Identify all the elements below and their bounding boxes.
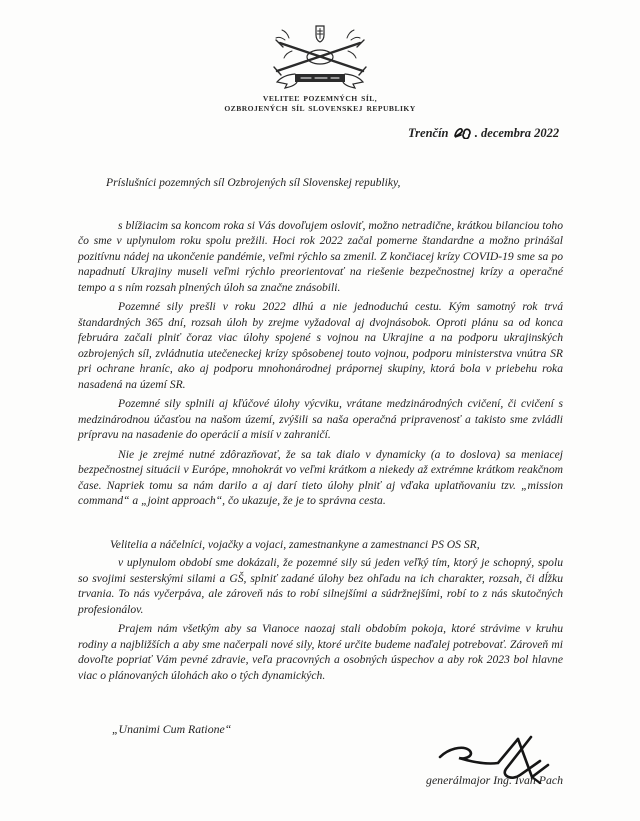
dateline (408, 125, 559, 141)
paragraph-3: Pozemné sily splnili aj kľúčové úlohy výcviku, vrátane medzinárodných cvičení, či cvičení s medzinárodnou účasťou na našom území, zvýšili sa naša operačná pripravenosť a takisto sme zvládli prípravu na nasadenie do operácií a misií v zahraničí. (78, 397, 563, 441)
handwritten-day-icon (453, 125, 471, 139)
paragraph-5: v uplynulom období sme dokázali, že pozemné sily sú jeden veľký tím, ktorý je schopný, spolu so svojimi sesterskými silami a GŠ, splniť zadané úlohy bez ohľadu na ich charakter, rozsah, či dĺžku trvania. To nás vyčerpáva, ale zároveň nás to robí silnejšími a súdržnejšími, robí to z nás skutočných profesionálov. (78, 556, 563, 616)
letterhead-line-2: OZBROJENÝCH SÍL SLOVENSKEJ REPUBLIKY (224, 103, 416, 113)
signatory-name: generálmajor Ing. Ivan Pach (426, 773, 563, 787)
salutation-primary: Príslušníci pozemných síl Ozbrojených síl Slovenskej republiky, (106, 176, 401, 189)
motto: „Unanimi Cum Ratione“ (112, 722, 232, 736)
date-city: Trenčín (408, 126, 449, 140)
letterhead (0, 94, 640, 113)
letterhead-line-1: VELITEĽ POZEMNÝCH SÍL, (262, 94, 378, 103)
coat-of-arms-icon (259, 24, 381, 90)
paragraph-4: Nie je zrejmé nutné zdôrazňovať, že sa tak dialo v dynamicky (a to doslova) sa meniacej bezpečnostnej situácii v Európe, mnohokrát vo veľmi krátkom a niekedy až extrémne krátkom reakčnom čase. Napriek tomu sa nám darilo a aj darí tieto úlohy plniť aj vďaka uplatňovaniu tzv. „mission command“ a „joint approach“, čo ukazuje, že je to správna cesta. (78, 447, 563, 507)
date-rest: . decembra 2022 (474, 126, 560, 140)
paragraph-6: Prajem nám všetkým aby sa Vianoce naozaj stali obdobím pokoja, ktoré strávime v kruhu rodiny a najbližších a aby sme načerpali nové sily, ktoré určite budeme naďalej potrebovať. Zároveň mi dovoľte popriať Vám pevné zdravie, veľa pracovných a osobných úspechov a aby rok 2023 bol hlavne viac o plánovaných úlohách ako o tých dynamických. (78, 622, 563, 682)
paragraph-1: s blížiacim sa koncom roka si Vás dovoľujem osloviť, možno netradične, krátkou bilanciou toho čo sme v uplynulom roku spolu prežili. Hoci rok 2022 začal pomerne štandardne a možno prinášal pozitívnu nádej na ukončenie pandémie, veľmi rýchlo sa zmenil. Z končiacej krízy COVID-19 sme sa po napadnutí Ukrajiny museli veľmi rýchlo preorientovať na riešenie bezpečnostnej krízy a operačné tempo a s ním rozsah plnených úloh sa značne znásobili. (78, 218, 563, 294)
letter-body (78, 175, 563, 687)
salutation-secondary: Velitelia a náčelníci, vojačky a vojaci, zamestnankyne a zamestnanci PS OS SR, (110, 537, 480, 551)
paragraph-2: Pozemné sily prešli v roku 2022 dlhú a nie jednoduchú cestu. Kým samotný rok trvá štandardných 365 dní, rozsah úloh by zrejme vyžadoval aj dvojnásobok. Oproti plánu sa od konca februára začali plniť čoraz viac úlohy spojené s vojnou na Ukrajine a na podporu ukrajinských ozbrojených síl, zvládnutia utečeneckej krízy spôsobenej touto vojnou, podporu ministerstva vnútra SR pri ochrane hraníc, ako aj podporu mnohonárodnej prápornej skupiny, ktorá bola v priebehu roka nasadená na území SR. (78, 300, 563, 391)
